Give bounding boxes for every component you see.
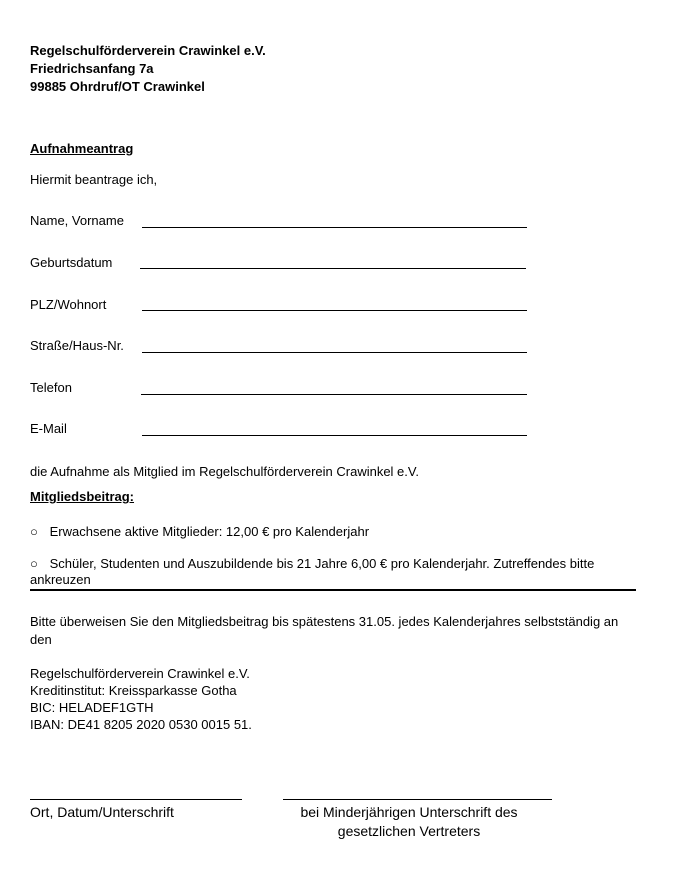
fee-heading: Mitgliedsbeitrag: xyxy=(30,489,135,504)
option-students-text: Schüler, Studenten und Auszubildende bis 21 Jahre 6,00 € pro Kalenderjahr. Zutreffendes bitte xyxy=(49,556,595,571)
field-label-birthdate: Geburtsdatum xyxy=(30,255,113,270)
transfer-text-cont: den xyxy=(30,632,52,647)
option-adults-text: Erwachsene aktive Mitglieder: 12,00 € pro Kalenderjahr xyxy=(49,524,370,539)
signature-label-applicant: Ort, Datum/Unterschrift xyxy=(30,804,174,820)
field-line-email[interactable] xyxy=(142,435,527,436)
section-divider xyxy=(30,589,636,591)
option-students-text-cont: ankreuzen xyxy=(30,572,91,587)
signature-line-applicant[interactable] xyxy=(30,799,242,800)
field-label-phone: Telefon xyxy=(30,380,72,395)
association-city: 99885 Ohrdruf/OT Crawinkel xyxy=(30,79,205,94)
association-street: Friedrichsanfang 7a xyxy=(30,61,154,76)
membership-text: die Aufnahme als Mitglied im Regelschulförderverein Crawinkel e.V. xyxy=(30,464,419,479)
bank-iban: IBAN: DE41 8205 2020 0530 0015 51. xyxy=(30,717,252,732)
field-line-name[interactable] xyxy=(142,227,527,228)
field-label-zip-city: PLZ/Wohnort xyxy=(30,297,107,312)
option-adults xyxy=(30,524,369,540)
signature-label-guardian: bei Minderjährigen Unterschrift des xyxy=(300,804,518,820)
bank-bic: BIC: HELADEF1GTH xyxy=(30,700,154,715)
field-label-email: E-Mail xyxy=(30,421,67,436)
bank-institute: Kreditinstitut: Kreissparkasse Gotha xyxy=(30,683,237,698)
signature-label-guardian-cont: gesetzlichen Vertreters xyxy=(337,823,481,839)
option-adults-radio-icon[interactable]: ○ xyxy=(30,524,38,539)
field-label-street: Straße/Haus-Nr. xyxy=(30,338,124,353)
field-line-zip-city[interactable] xyxy=(142,310,527,311)
association-name: Regelschulförderverein Crawinkel e.V. xyxy=(30,43,266,58)
field-line-phone[interactable] xyxy=(141,394,527,395)
transfer-text: Bitte überweisen Sie den Mitgliedsbeitrag bis spätestens 31.05. jedes Kalenderjahres selbstständig an xyxy=(30,614,619,629)
field-label-name: Name, Vorname xyxy=(30,213,124,228)
intro-text: Hiermit beantrage ich, xyxy=(30,172,158,187)
option-students xyxy=(30,556,594,572)
form-title: Aufnahmeantrag xyxy=(30,141,134,156)
signature-line-guardian[interactable] xyxy=(283,799,552,800)
field-line-birthdate[interactable] xyxy=(140,268,526,269)
option-students-radio-icon[interactable]: ○ xyxy=(30,556,38,571)
field-line-street[interactable] xyxy=(142,352,527,353)
bank-account-holder: Regelschulförderverein Crawinkel e.V. xyxy=(30,666,250,681)
